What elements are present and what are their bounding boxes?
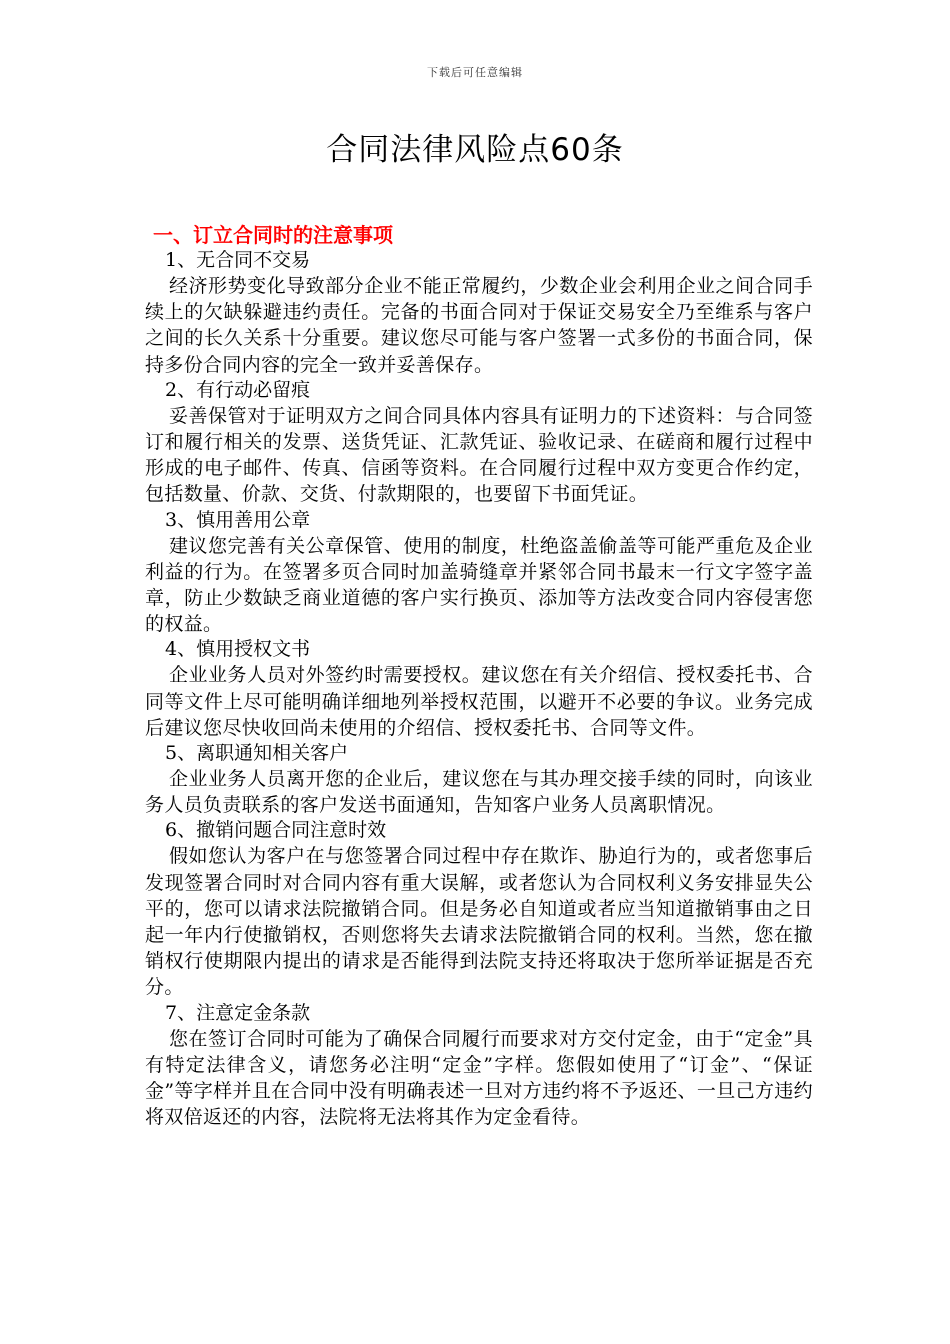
clause-heading: 6、撤销问题合同注意时效 [165,819,387,842]
clause-body: 假如您认为客户在与您签署合同过程中存在欺诈、胁迫行为的，或者您事后发现签署合同时对合同内容有重大误解，或者您认为合同权利义务安排显失公平的，您可以请求法院撤销合同。但是务必自知道或者应当知道撤销事由之日起一年内行使撤销权，否则您将失去请求法院撤销合同的权利。当然，您在撤销权行使期限内提出的请求是否能得到法院支持还将取决于您所举证据是否充分。 [145,845,813,999]
clause-heading: 7、注意定金条款 [165,1001,311,1024]
clause-item [145,248,813,378]
section-title: 一、订立合同时的注意事项 [153,223,393,247]
clause-item [145,818,813,1000]
clause-heading: 5、离职通知相关客户 [165,742,349,765]
document-body [145,222,813,1130]
clause-heading: 2、有行动必留痕 [165,378,311,401]
header-note: 下载后可任意编辑 [427,66,523,79]
clause-body: 经济形势变化导致部分企业不能正常履约，少数企业会利用企业之间合同手续上的欠缺躲避违约责任。完备的书面合同对于保证交易安全乃至维系与客户之间的长久关系十分重要。建议您尽可能与客户签署一式多份的书面合同，保持多份合同内容的完全一致并妥善保存。 [145,275,813,376]
clause-heading: 3、慎用善用公章 [165,508,311,531]
clause-item [145,741,813,818]
clause-body: 企业业务人员对外签约时需要授权。建议您在有关介绍信、授权委托书、合同等文件上尽可能明确详细地列举授权范围，以避开不必要的争议。业务完成后建议您尽快收回尚未使用的介绍信、授权委托书、合同等文件。 [145,664,813,739]
clause-body: 妥善保管对于证明双方之间合同具体内容具有证明力的下述资料：与合同签订和履行相关的发票、送货凭证、汇款凭证、验收记录、在磋商和履行过程中形成的电子邮件、传真、信函等资料。在合同履行过程中双方变更合作约定，包括数量、价款、交货、付款期限的，也要留下书面凭证。 [145,404,813,506]
clause-body: 您在签订合同时可能为了确保合同履行而要求对方交付定金，由于“定金”具有特定法律含义，请您务必注明“定金”字样。您假如使用了“订金”、“保证金”等字样并且在合同中没有明确表述一旦对方违约将不予返还、一旦己方违约将双倍返还的内容，法院将无法将其作为定金看待。 [145,1027,813,1129]
page-title: 合同法律风险点60条 [326,132,624,168]
clause-heading: 1、无合同不交易 [165,249,311,271]
clause-item [145,1001,813,1131]
clause-body: 建议您完善有关公章保管、使用的制度，杜绝盗盖偷盖等可能严重危及企业利益的行为。在签署多页合同时加盖骑缝章并紧邻合同书最末一行文字签字盖章，防止少数缺乏商业道德的客户实行换页、添加等方法改变合同内容侵害您的权益。 [145,534,813,636]
clause-body: 企业业务人员离开您的企业后，建议您在与其办理交接手续的同时，向该业务人员负责联系的客户发送书面通知，告知客户业务人员离职情况。 [145,768,813,817]
clause-item [145,508,813,638]
clause-item [145,637,813,741]
clause-heading: 4、慎用授权文书 [165,638,311,661]
clause-item [145,378,813,508]
